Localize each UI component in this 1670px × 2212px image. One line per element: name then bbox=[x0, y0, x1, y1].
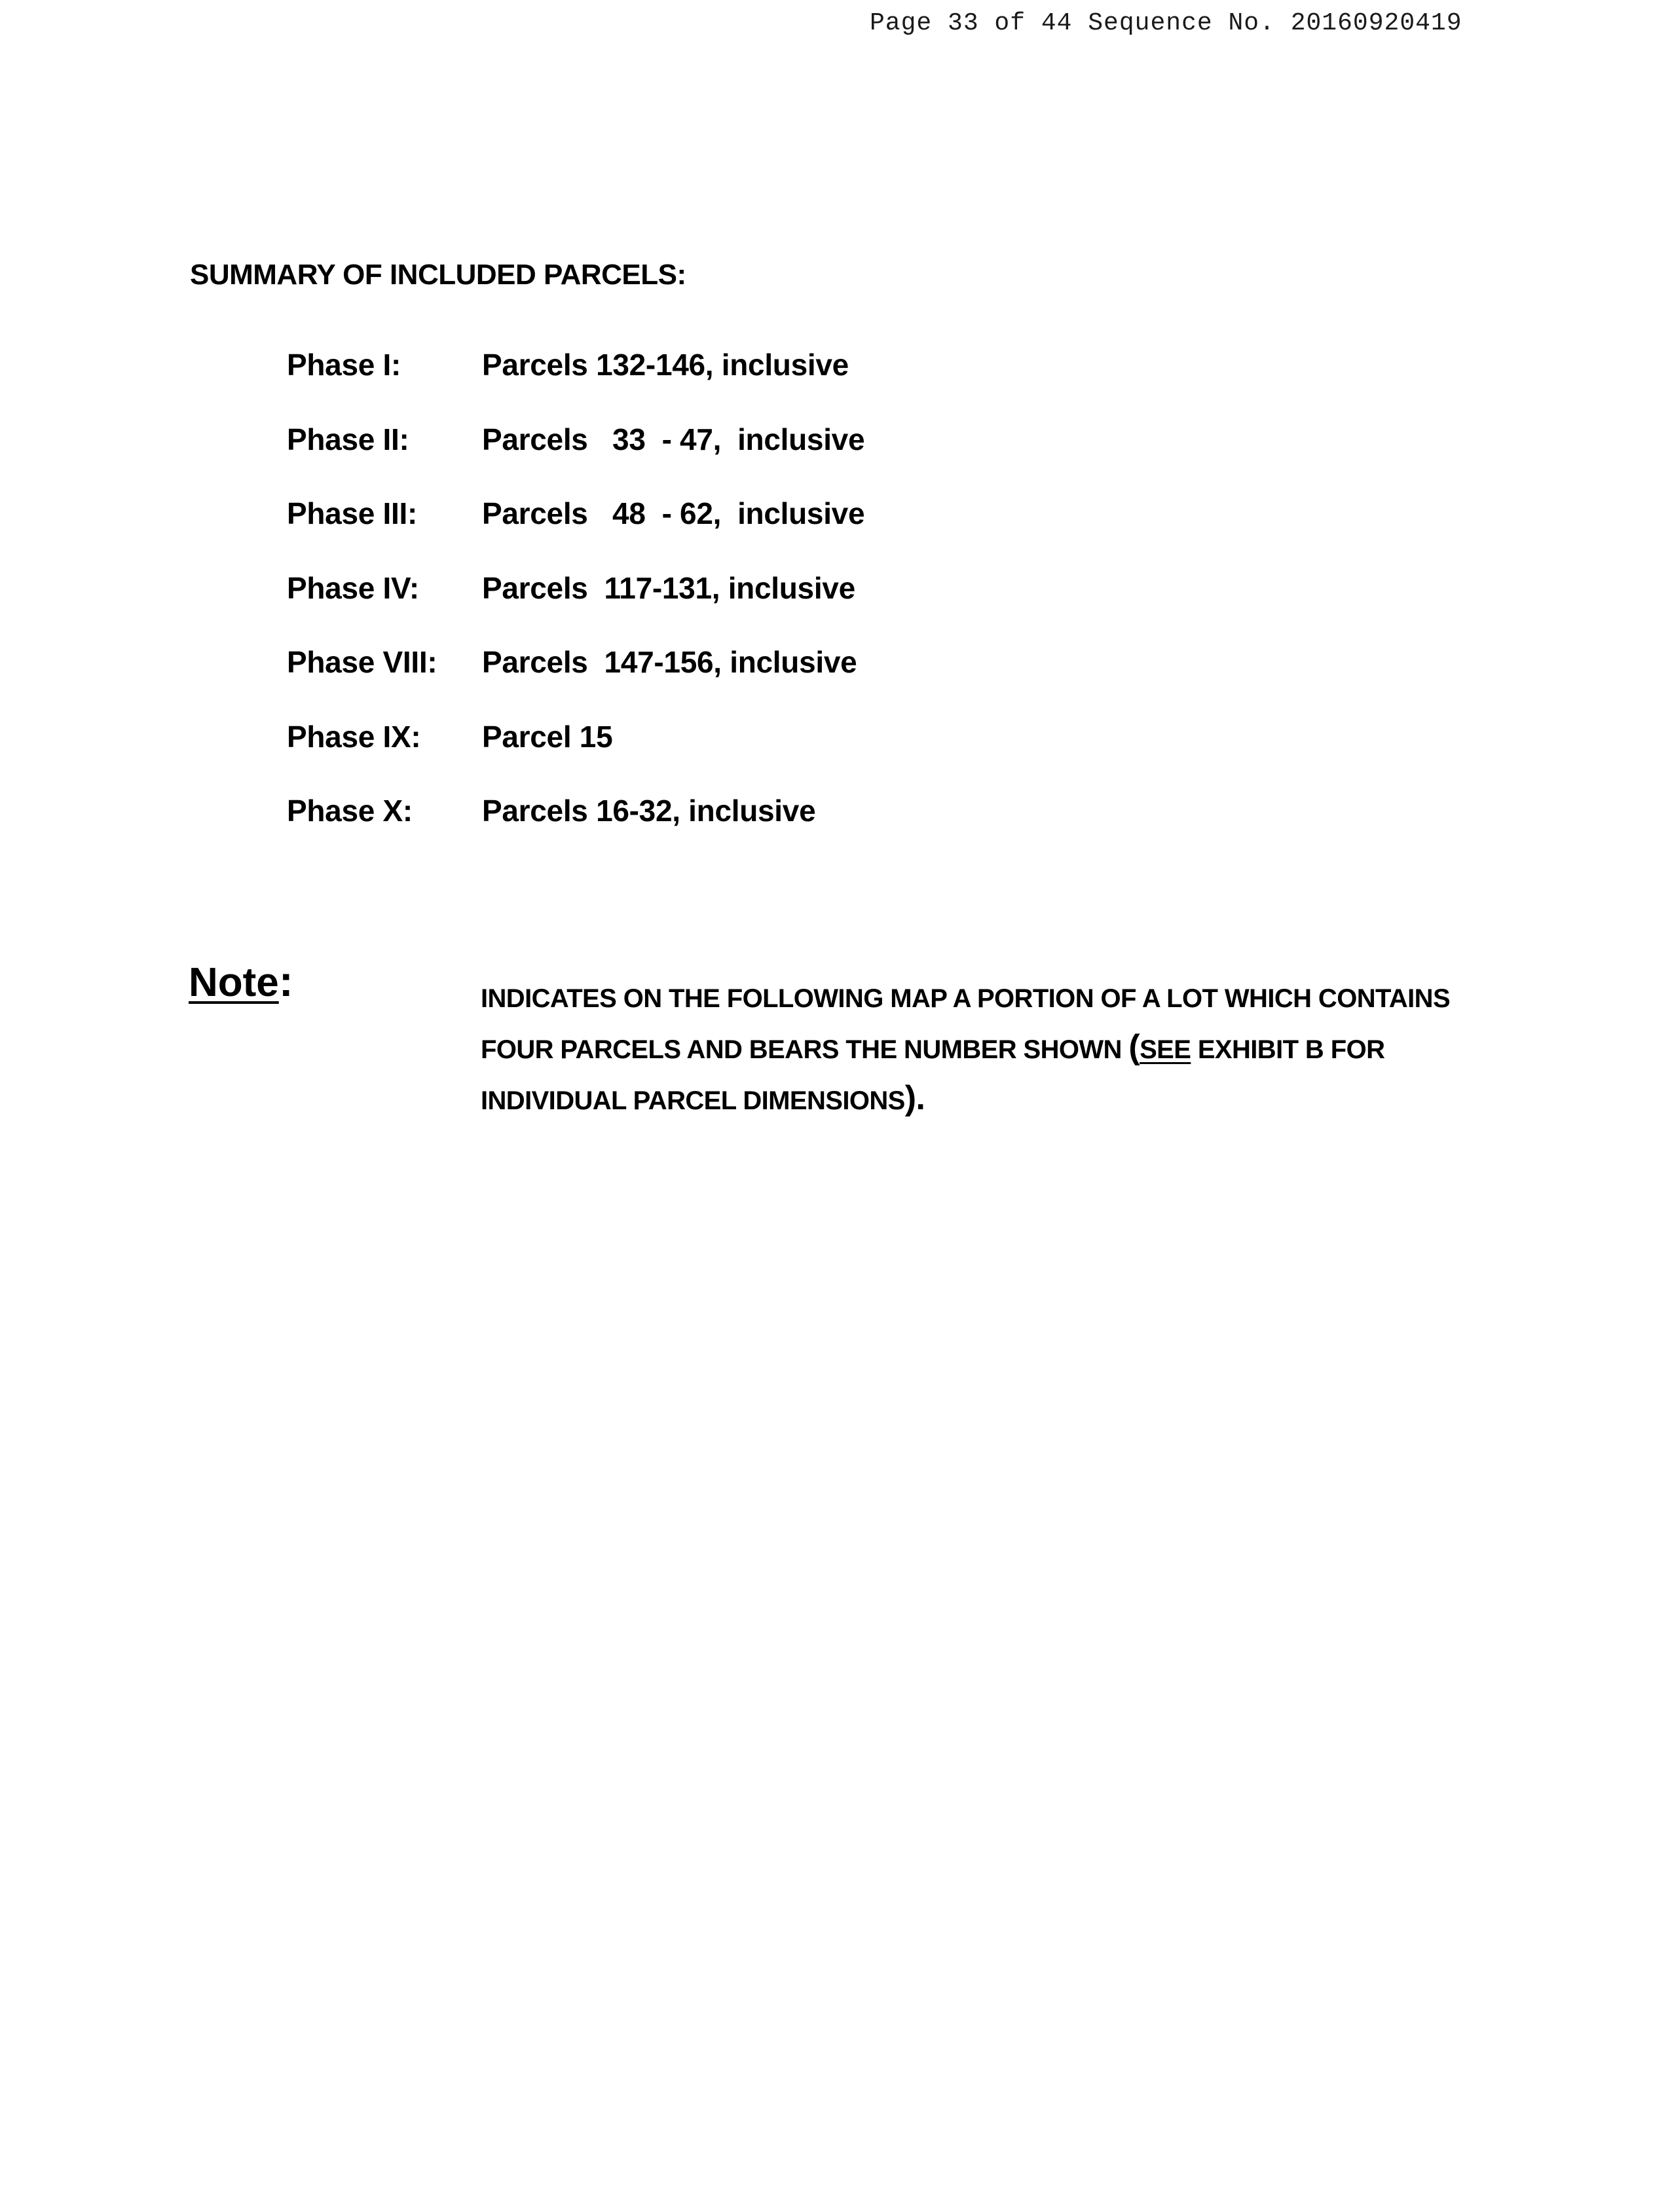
phase-parcels: Parcels 132-146, inclusive bbox=[482, 348, 849, 382]
note-line-3 bbox=[481, 1074, 1463, 1125]
phase-row-i bbox=[287, 347, 1204, 422]
phase-row-ix bbox=[287, 719, 1204, 794]
note-label-text: Note bbox=[189, 960, 279, 1005]
note-label bbox=[189, 956, 293, 1006]
phase-list bbox=[287, 347, 1204, 868]
note-close-paren: ) bbox=[904, 1079, 916, 1117]
phase-label: Phase III: bbox=[287, 496, 417, 530]
note-see: SEE bbox=[1140, 1035, 1191, 1064]
note-line-2-start: FOUR PARCELS AND BEARS THE NUMBER SHOWN bbox=[481, 1035, 1129, 1064]
phase-label: Phase I: bbox=[287, 348, 401, 382]
note-line-2 bbox=[481, 1023, 1463, 1074]
phase-row-ii bbox=[287, 422, 1204, 496]
note-line-2-end: EXHIBIT B FOR bbox=[1191, 1035, 1385, 1064]
phase-parcels: Parcels 48 - 62, inclusive bbox=[482, 496, 865, 530]
page-sequence-header: Page 33 of 44 Sequence No. 20160920419 bbox=[870, 9, 1462, 37]
phase-parcels: Parcels 117-131, inclusive bbox=[482, 570, 855, 605]
note-colon: : bbox=[278, 957, 293, 1005]
phase-row-iv bbox=[287, 570, 1204, 645]
note-open-paren: ( bbox=[1128, 1028, 1140, 1066]
note-line-3-text: INDIVIDUAL PARCEL DIMENSIONS bbox=[481, 1086, 905, 1115]
phase-parcels: Parcels 147-156, inclusive bbox=[482, 645, 857, 679]
note-period: . bbox=[916, 1079, 925, 1117]
phase-parcels: Parcels 33 - 47, inclusive bbox=[482, 422, 865, 456]
phase-row-iii bbox=[287, 496, 1204, 570]
phase-label: Phase VIII: bbox=[287, 645, 437, 679]
phase-parcels: Parcels 16-32, inclusive bbox=[482, 794, 816, 828]
summary-title: SUMMARY OF INCLUDED PARCELS: bbox=[190, 259, 686, 291]
phase-row-viii bbox=[287, 644, 1204, 719]
phase-label: Phase IX: bbox=[287, 719, 421, 754]
phase-row-x bbox=[287, 793, 1204, 868]
phase-label: Phase II: bbox=[287, 422, 409, 456]
note-text bbox=[481, 974, 1463, 1125]
phase-label: Phase IV: bbox=[287, 570, 419, 605]
phase-parcels: Parcel 15 bbox=[482, 719, 613, 754]
phase-label: Phase X: bbox=[287, 794, 413, 828]
note-line-1: INDICATES ON THE FOLLOWING MAP A PORTION OF A LOT WHICH CONTAINS bbox=[481, 984, 1451, 1013]
